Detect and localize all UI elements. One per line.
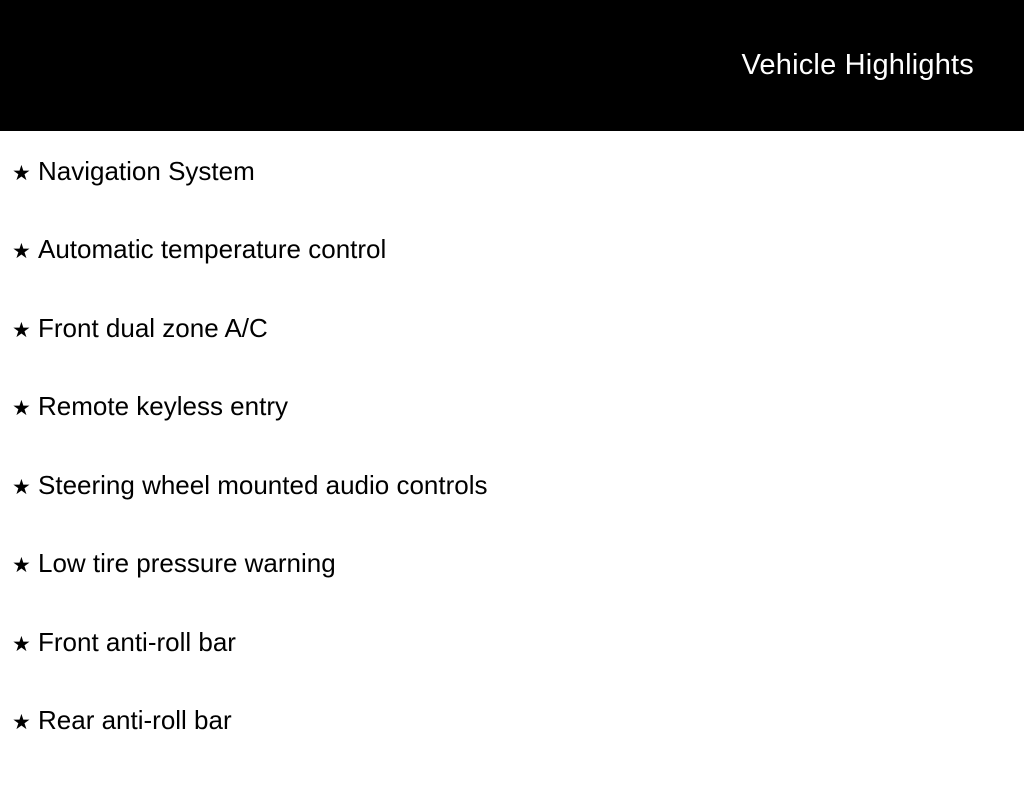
list-item-label: Low tire pressure warning [38, 548, 336, 578]
star-icon: ★ [12, 240, 31, 263]
star-icon: ★ [12, 397, 31, 420]
list-item-label: Navigation System [38, 156, 255, 186]
list-item [0, 236, 1024, 315]
list-item-label: Steering wheel mounted audio controls [38, 469, 488, 500]
list-item [0, 312, 1024, 394]
page-title: Vehicle Highlights [741, 49, 974, 81]
star-icon: ★ [12, 318, 31, 342]
list-item [0, 469, 1024, 551]
list-item-label: Rear anti-roll bar [38, 705, 232, 735]
header-bar [0, 0, 1024, 131]
list-item-label: Front anti-roll bar [38, 626, 236, 657]
list-item [0, 550, 1024, 629]
list-item-label: Automatic temperature control [38, 234, 387, 264]
list-item [0, 131, 1024, 236]
list-item [0, 393, 1024, 472]
list-item-label: Front dual zone A/C [38, 312, 268, 343]
star-icon: ★ [12, 711, 31, 734]
star-icon: ★ [12, 162, 31, 185]
star-icon: ★ [12, 475, 31, 499]
list-item [0, 707, 1024, 786]
list-item [0, 626, 1024, 708]
star-icon: ★ [12, 554, 31, 577]
vehicle-highlights-list [0, 131, 1024, 786]
star-icon: ★ [12, 632, 31, 656]
list-item-label: Remote keyless entry [38, 391, 288, 421]
